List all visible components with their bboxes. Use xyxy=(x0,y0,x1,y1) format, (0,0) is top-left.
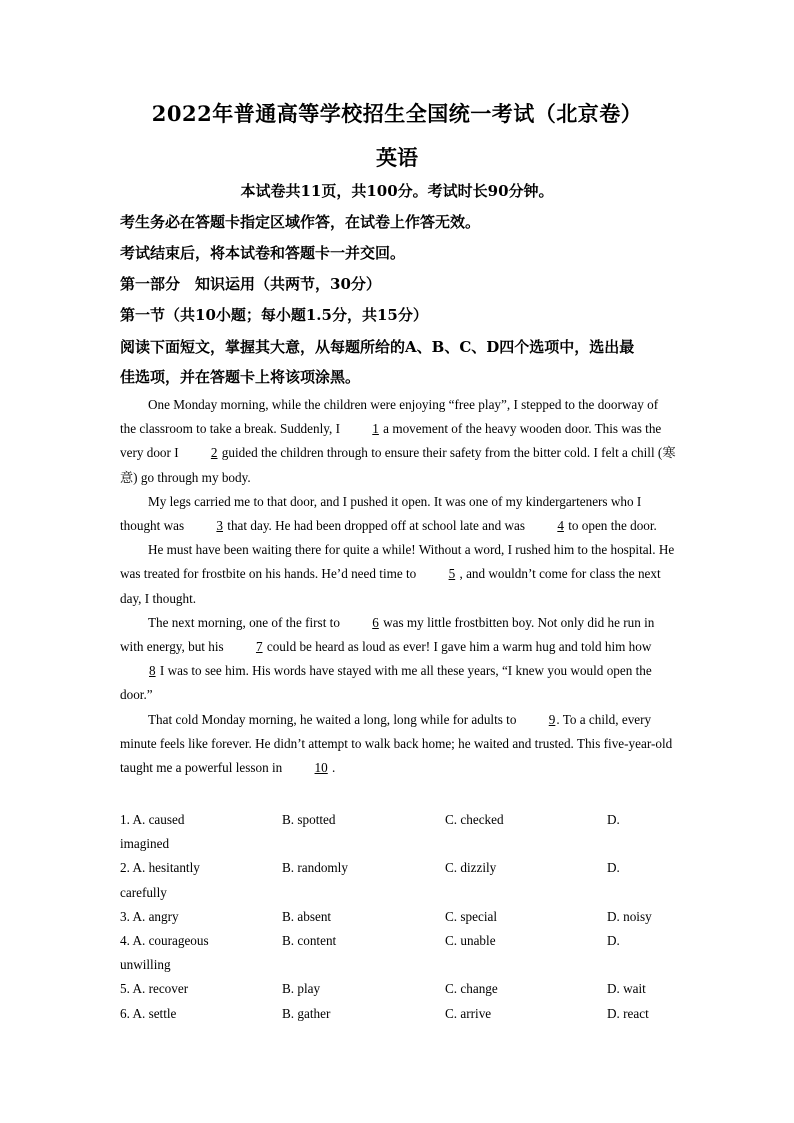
option-b: B. gather xyxy=(282,1005,331,1021)
option-d: D. wait xyxy=(607,981,646,997)
option-b: B. spotted xyxy=(282,812,336,827)
question-1 xyxy=(120,808,680,856)
question-4 xyxy=(120,929,680,977)
option-a: 3. A. angry xyxy=(120,908,179,924)
option-c: C. dizzily xyxy=(445,860,497,876)
question-5 xyxy=(120,977,680,1001)
option-d: D. react xyxy=(607,1005,649,1021)
option-b: B. play xyxy=(282,981,321,997)
option-c: C. arrive xyxy=(445,1005,492,1021)
option-a: 6. A. settle xyxy=(120,1005,177,1021)
blank-3: 3 xyxy=(216,518,223,534)
blank-1: 1 xyxy=(372,421,379,437)
option-c: C. unable xyxy=(445,932,496,948)
blank-7: 7 xyxy=(255,639,263,655)
section-heading: 第一节（共10小题；每小题1.5分，共15分） xyxy=(120,306,428,324)
exam-length-notice: 本试卷共11页，共100分。考试时长90分钟。 xyxy=(240,182,554,200)
blank-9: 9 xyxy=(548,711,556,727)
passage-paragraph-1: One Monday morning, while the children were enjoying “free play”, I stepped to the doorway of the classroom to take a break. Suddenly, I 1 a movement of the heavy wooden door. This was the very door I 2 guided the children through to ensure their safety from the bitter cold. I felt a chill (寒意) go through my body. xyxy=(120,397,676,485)
option-a: 1. A. caused xyxy=(120,812,185,827)
option-d: D. xyxy=(607,860,620,876)
blank-2: 2 xyxy=(210,445,218,461)
option-b: B. content xyxy=(282,932,337,948)
option-a: 4. A. courageous xyxy=(120,932,209,948)
option-d-text: imagined xyxy=(120,836,170,852)
option-c: C. change xyxy=(445,981,498,997)
question-options xyxy=(120,808,680,1026)
blank-4: 4 xyxy=(557,518,564,534)
option-c: C. special xyxy=(445,908,498,924)
cloze-passage xyxy=(120,393,676,780)
question-6 xyxy=(120,1002,680,1026)
part-heading: 第一部分 知识运用（共两节，30分） xyxy=(120,275,381,293)
option-a: 5. A. recover xyxy=(120,981,189,997)
passage-paragraph-2: My legs carried me to that door, and I pushed it open. It was one of my kindergarteners who I thought was 3 that day. He had been dropped off at school late and was 4 to open the door. xyxy=(120,490,676,538)
option-d: D. xyxy=(607,812,620,827)
blank-8: 8 xyxy=(149,663,156,679)
blank-10: 10 xyxy=(314,760,328,776)
instructions-line-1: 阅读下面短文，掌握其大意，从每题所给的A、B、C、D四个选项中，选出最 xyxy=(120,338,635,356)
passage-paragraph-5: That cold Monday morning, he waited a long, long while for adults to 9. To a child, every minute feels like forever. He didn’t attempt to walk back home; he waited and trusted. This five-year-old taught me a powerful lesson in 10 . xyxy=(120,708,676,781)
passage-paragraph-3: He must have been waiting there for quite a while! Without a word, I rushed him to the hospital. He was treated for frostbite on his hands. He’d need time to 5 , and wouldn’t come for class the next day, I thought. xyxy=(120,542,675,606)
instructions-line-2: 佳选项，并在答题卡上将该项涂黑。 xyxy=(120,368,361,386)
option-b: B. randomly xyxy=(282,860,348,876)
option-d: D. noisy xyxy=(607,908,652,924)
option-b: B. absent xyxy=(282,908,332,924)
option-a: 2. A. hesitantly xyxy=(120,860,200,876)
question-3 xyxy=(120,905,680,929)
question-2 xyxy=(120,856,680,904)
return-notice: 考试结束后，将本试卷和答题卡一并交回。 xyxy=(120,244,406,262)
option-d: D. xyxy=(607,932,620,948)
option-c: C. checked xyxy=(445,812,504,827)
blank-5: 5 xyxy=(448,566,456,582)
option-d-text: carefully xyxy=(120,884,167,900)
subject-title: 英语 xyxy=(376,145,418,170)
option-d-text: unwilling xyxy=(120,957,171,973)
answer-area-notice: 考生务必在答题卡指定区域作答，在试卷上作答无效。 xyxy=(120,213,481,231)
passage-paragraph-4: The next morning, one of the first to 6 was my little frostbitten boy. Not only did he run in with energy, but his 7 could be heard as loud as ever! I gave him a warm hug and told him how 8 I was to see him. His words have stayed with me all these years, “I knew you would open the door.” xyxy=(120,611,676,708)
blank-6: 6 xyxy=(372,614,379,630)
exam-title: 2022年普通高等学校招生全国统一考试（北京卷） xyxy=(151,101,643,126)
